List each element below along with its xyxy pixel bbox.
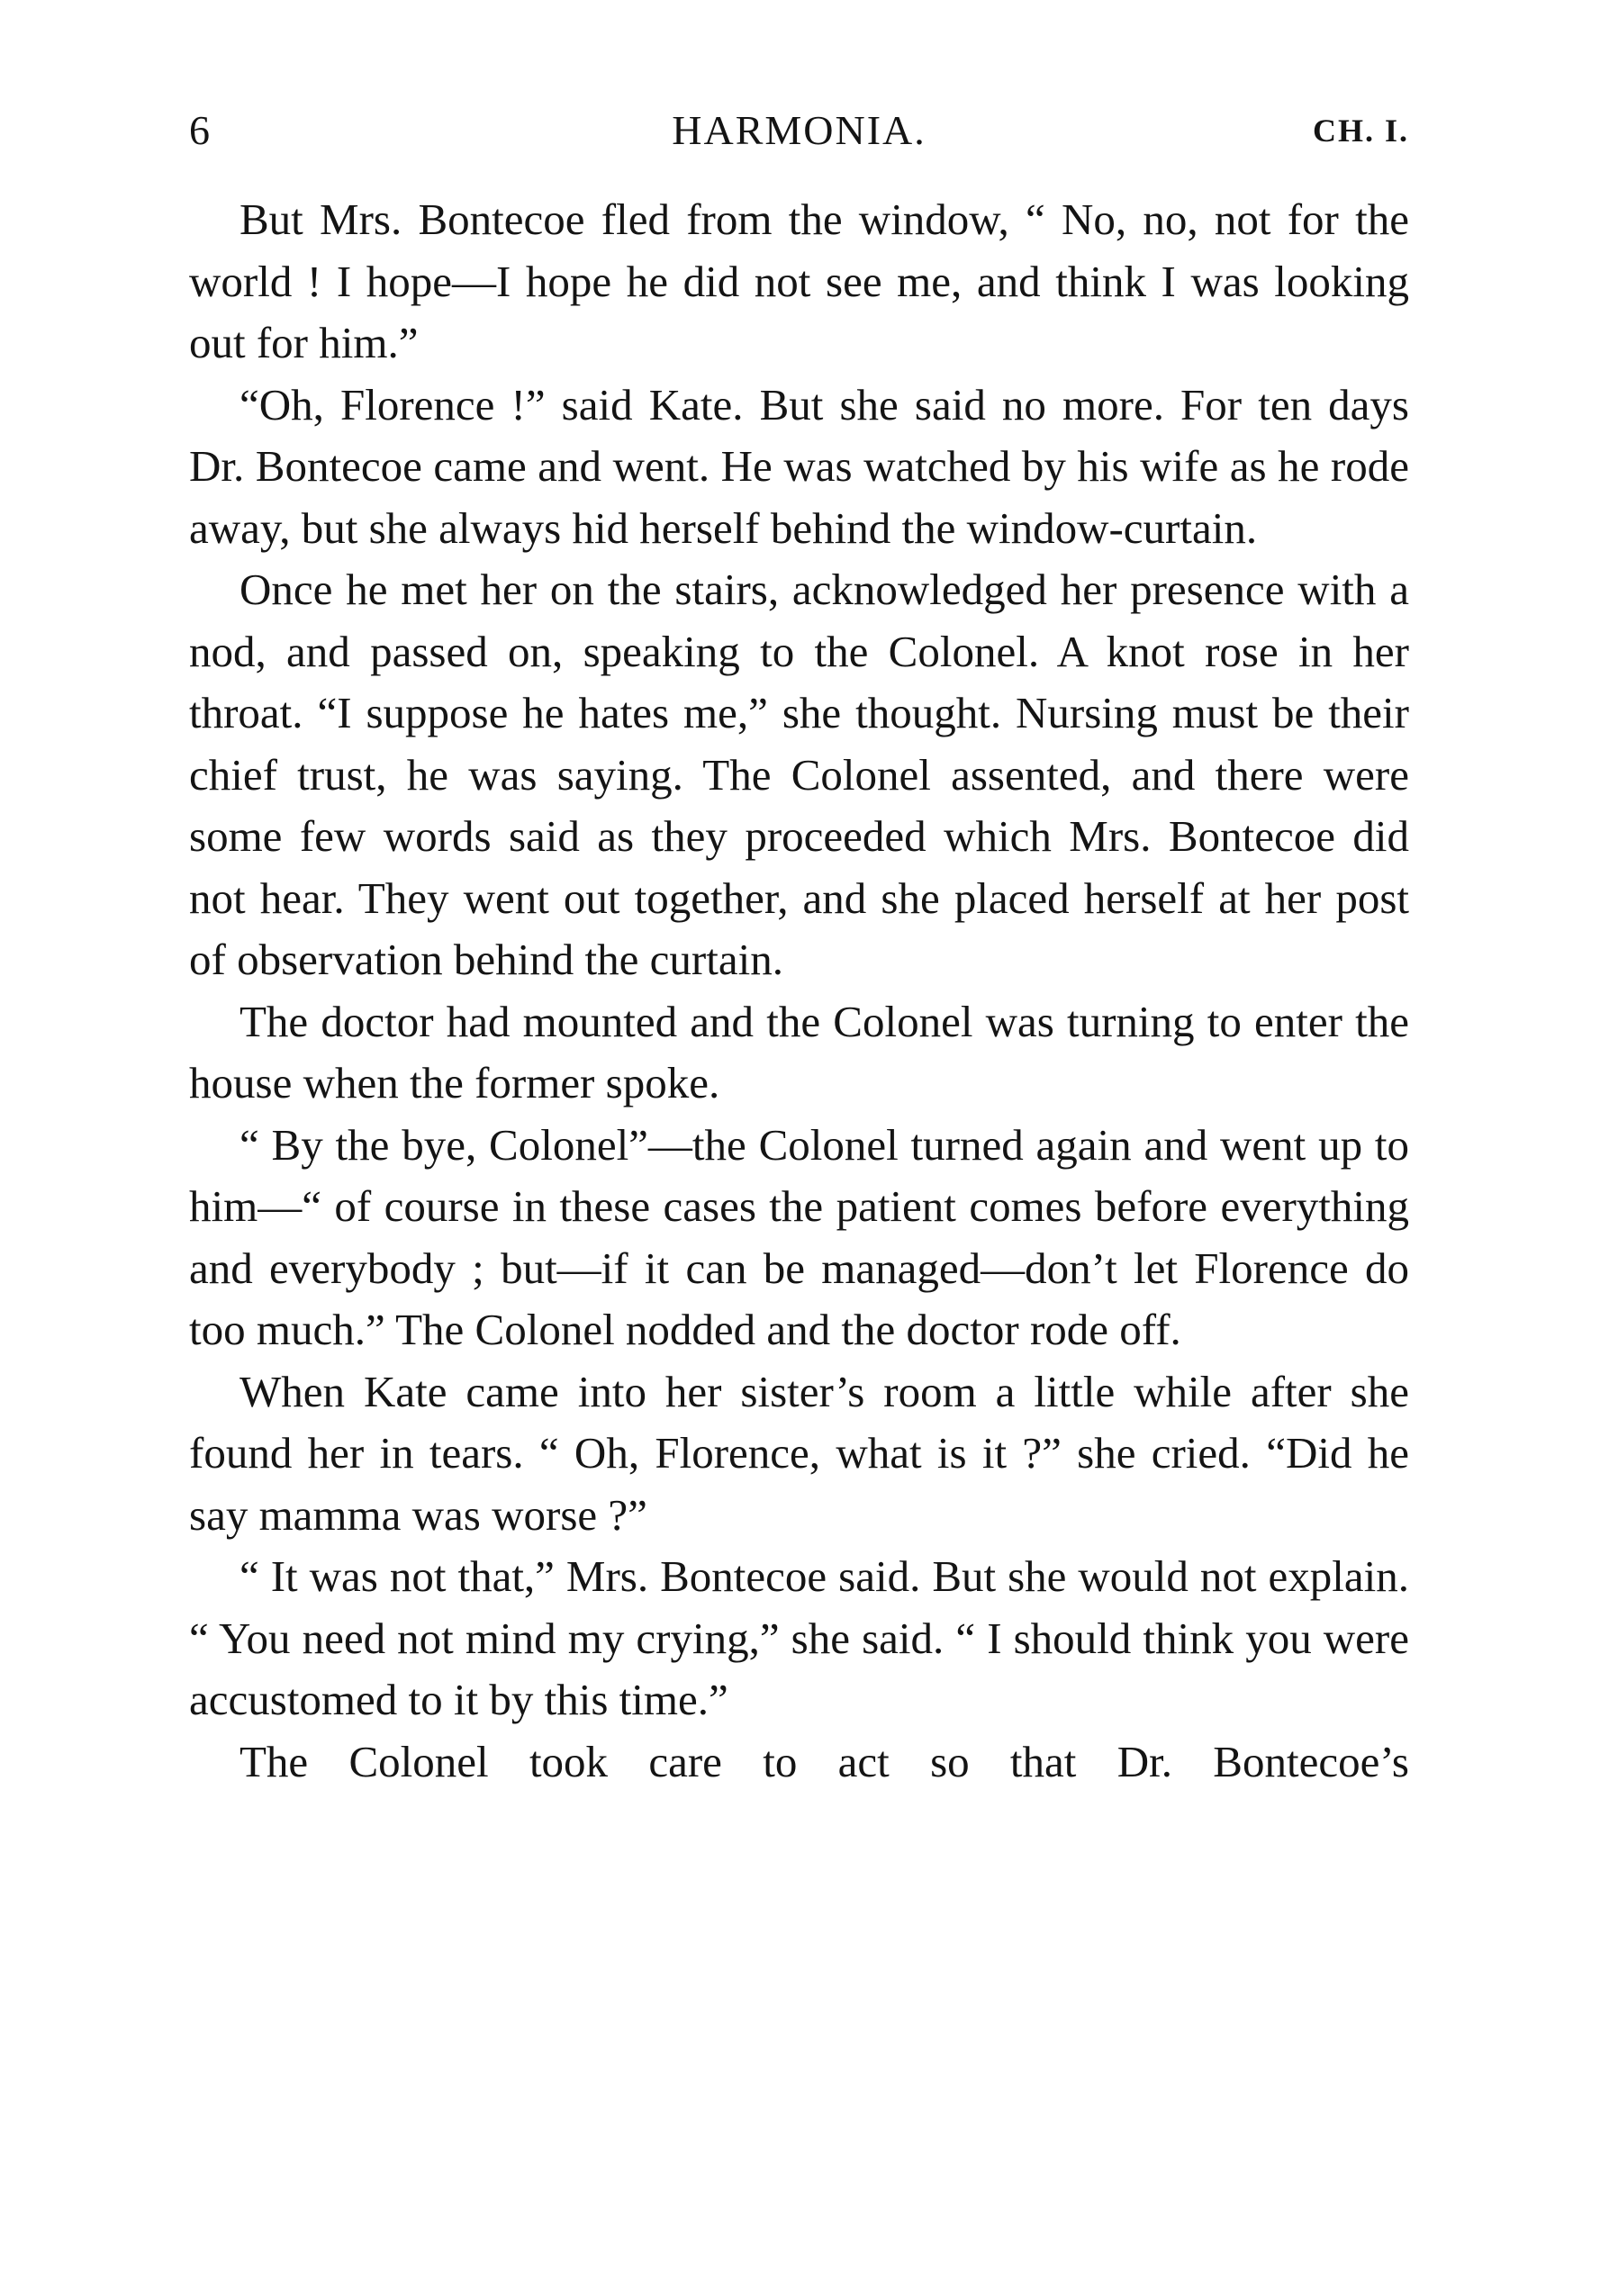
running-header: [189, 106, 1409, 160]
paragraph-continued: The Colonel took care to act so that Dr. Bontecoe’s: [240, 1736, 1409, 1786]
page-number: 6: [189, 107, 211, 153]
paragraph: “Oh, Florence !” said Kate. But she said no more. For ten days Dr. Bontecoe came and went. He was watched by his wife as he rode away, but she always hid herself behind the window-curtain.: [189, 379, 1409, 553]
paragraph: “ It was not that,” Mrs. Bontecoe said. But she would not explain. “ You need not mind my crying,” she said. “ I should think you were accustomed to it by this time.”: [189, 1551, 1409, 1724]
paragraph: When Kate came into her sister’s room a little while after she found her in tears. “ Oh, Florence, what is it ?” she cried. “Did he say mamma was worse ?”: [189, 1366, 1409, 1540]
running-title: HARMONIA.: [672, 107, 927, 153]
paragraph: “ By the bye, Colonel”—the Colonel turned again and went up to him—“ of course in these cases the patient comes before everything and everybody ; but—if it can be managed—don’t let Florence do too much.” The Colonel nodded and the doctor rode off.: [189, 1119, 1409, 1354]
body-text: [189, 189, 1409, 1793]
chapter-label: CH. I.: [1312, 113, 1409, 149]
paragraph: The doctor had mounted and the Colonel was turning to enter the house when the former spoke.: [189, 996, 1409, 1107]
paragraph: But Mrs. Bontecoe fled from the window, “ No, no, not for the world ! I hope—I hope he did not see me, and think I was looking out for him.”: [189, 194, 1409, 367]
paragraph: Once he met her on the stairs, acknowledged her presence with a nod, and passed on, speaking to the Colonel. A knot rose in her throat. “I suppose he hates me,” she thought. Nursing must be their chief trust, he was saying. The Colonel assented, and there were some few words said as they proceeded which Mrs. Bontecoe did not hear. They went out together, and she placed herself at her post of observation behind the curtain.: [189, 565, 1409, 984]
